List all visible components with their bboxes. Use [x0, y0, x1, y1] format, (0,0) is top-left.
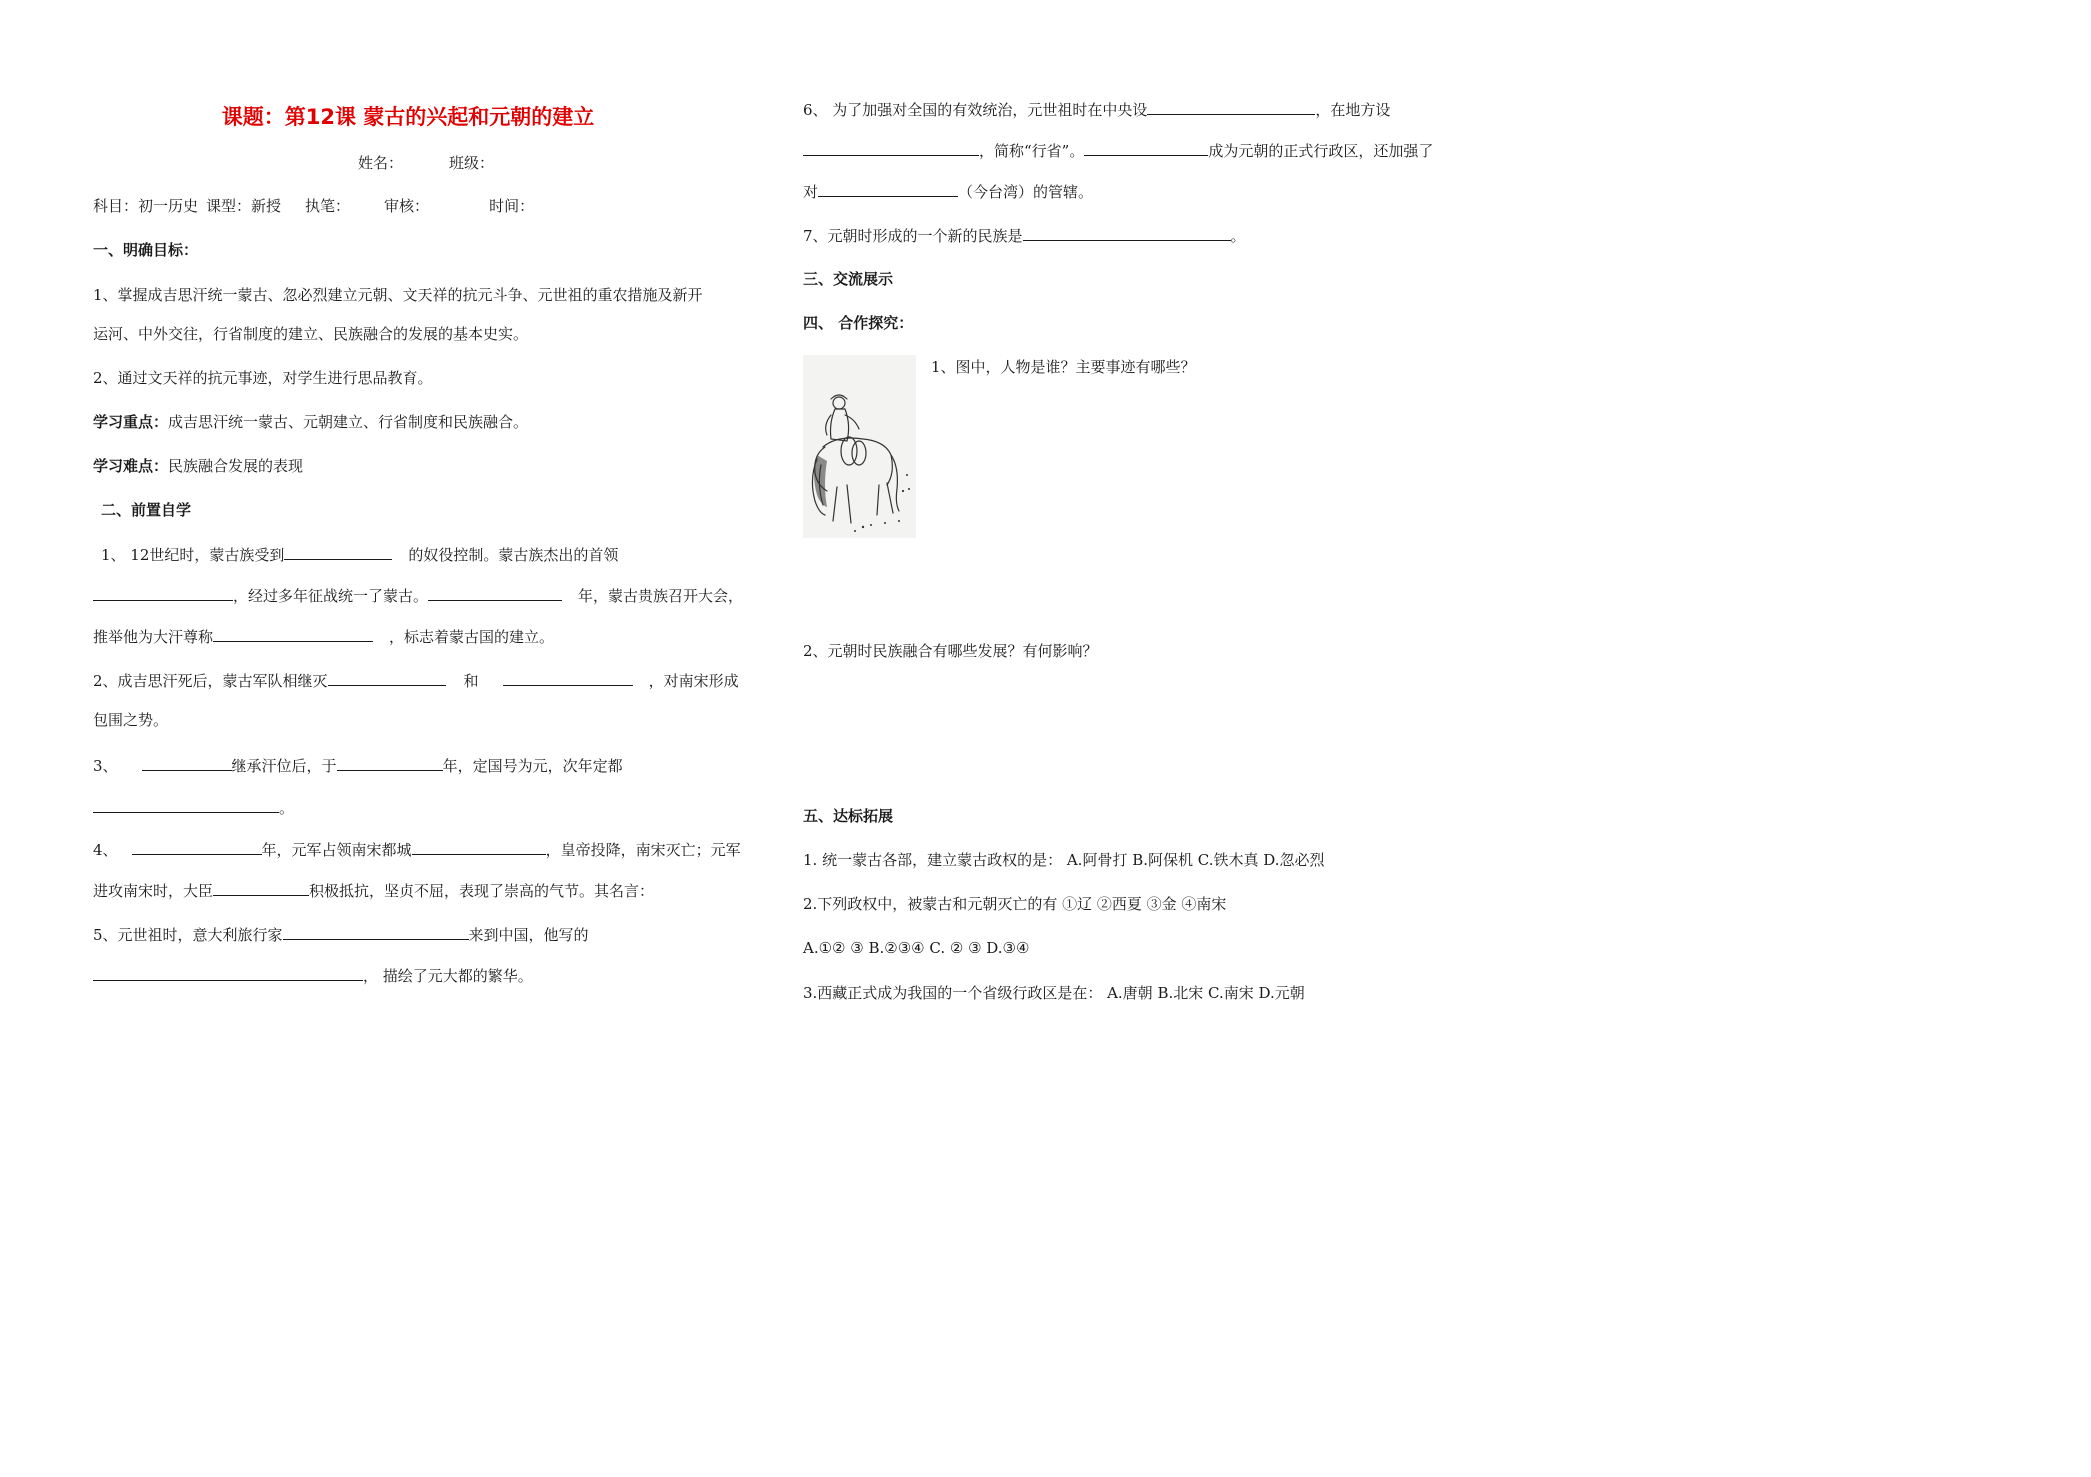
focus-text: 成吉思汗统一蒙古、元朝建立、行省制度和民族融合。	[168, 413, 529, 431]
section-exchange-heading: 三、交流展示	[803, 270, 894, 288]
blank-field[interactable]	[337, 755, 443, 771]
difficulty-text: 民族融合发展的表现	[168, 457, 304, 475]
question-1-line-1: 1、 12世纪时，蒙古族受到 的奴役控制。蒙古族杰出的首领	[101, 546, 619, 564]
goal-1-line-1: 1、掌握成吉思汗统一蒙古、忽必烈建立元朝、文天祥的抗元斗争、元世祖的重农措施及新开	[93, 286, 703, 304]
question-2-line-2: 包围之势。	[93, 711, 169, 729]
page-title: 课题：第12课 蒙古的兴起和元朝的建立	[221, 105, 595, 129]
question-6-line-1: 6、 为了加强对全国的有效统治，元世祖时在中央设 ，在地方设	[803, 101, 1391, 119]
meta-line	[93, 196, 534, 216]
difficulty-label: 学习难点：	[93, 457, 169, 475]
exercise-1: 1. 统一蒙古各部，建立蒙古政权的是： A.阿骨打 B.阿保机 C.铁木真 D.忽必烈	[803, 851, 1325, 869]
horseman-illustration	[803, 355, 916, 538]
question-1-line-2: ，经过多年征战统一了蒙古。 年，蒙古贵族召开大会，	[93, 585, 743, 606]
exercise-3: 3.西藏正式成为我国的一个省级行政区是在： A.唐朝 B.北宋 C.南宋 D.元朝	[803, 984, 1305, 1002]
blank-field[interactable]	[284, 544, 392, 560]
question-4-line-2: 进攻南宋时，大臣 积极抵抗，坚贞不屈，表现了崇高的气节。其名言：	[93, 882, 655, 900]
question-6-line-2: ，简称“行省”。 成为元朝的正式行政区，还加强了	[803, 140, 1433, 161]
question-3-line-1: 3、 继承汗位后，于 年，定国号为元，次年定都	[93, 757, 623, 775]
blank-field[interactable]	[1147, 99, 1315, 115]
explore-question-1: 1、图中，人物是谁？主要事迹有哪些？	[931, 358, 1196, 376]
question-5-line-2: ， 描绘了元大都的繁华。	[93, 965, 533, 986]
exercise-2-options: A.①② ③ B.②③④ C. ② ③ D.③④	[803, 939, 1030, 957]
blank-field[interactable]	[93, 585, 233, 601]
explore-question-2: 2、元朝时民族融合有哪些发展？有何影响？	[803, 642, 1098, 660]
focus-line	[93, 412, 528, 432]
question-3-line-2: 。	[93, 797, 294, 818]
reviewer-label: 审核：	[384, 197, 430, 215]
question-5-line-1: 5、元世祖时，意大利旅行家 来到中国，他写的	[93, 926, 589, 944]
blank-field[interactable]	[412, 839, 546, 855]
blank-field[interactable]	[213, 880, 309, 896]
goal-1-line-2: 运河、中外交往，行省制度的建立、民族融合的发展的基本史实。	[93, 325, 529, 343]
subject-label: 科目：初一历史	[93, 197, 199, 215]
section-preview-heading: 二、前置自学	[101, 501, 192, 519]
question-4-line-1: 4、 年，元军占领南宋都城 ，皇帝投降，南宋灭亡；元军	[93, 841, 741, 859]
blank-field[interactable]	[1084, 140, 1208, 156]
blank-field[interactable]	[142, 755, 232, 771]
exercise-2: 2.下列政权中，被蒙古和元朝灭亡的有 ①辽 ②西夏 ③金 ④南宋	[803, 895, 1227, 913]
section-explore-heading: 四、 合作探究：	[803, 314, 914, 332]
section-extension-heading: 五、达标拓展	[803, 807, 894, 825]
blank-field[interactable]	[428, 585, 562, 601]
section-goals-heading: 一、明确目标：	[93, 241, 199, 259]
focus-label: 学习重点：	[93, 413, 169, 431]
blank-field[interactable]	[1023, 225, 1231, 241]
blank-field[interactable]	[283, 924, 469, 940]
name-label: 姓名：	[358, 154, 404, 172]
author-label: 执笔：	[305, 197, 351, 215]
blank-field[interactable]	[328, 670, 446, 686]
lesson-type-label: 课型：新授	[206, 197, 282, 215]
question-7: 7、元朝时形成的一个新的民族是 。	[803, 227, 1246, 245]
question-6-line-3: 对 （今台湾）的管辖。	[803, 183, 1094, 201]
difficulty-line	[93, 456, 303, 476]
question-1-line-3: 推举他为大汗尊称 ，标志着蒙古国的建立。	[93, 628, 555, 646]
blank-field[interactable]	[213, 626, 373, 642]
blank-field[interactable]	[503, 670, 633, 686]
student-info-line	[358, 153, 494, 173]
blank-field[interactable]	[132, 839, 262, 855]
class-label: 班级：	[449, 154, 495, 172]
blank-field[interactable]	[93, 965, 363, 981]
question-2-line-1: 2、成吉思汗死后，蒙古军队相继灭 和 ，对南宋形成	[93, 672, 739, 690]
blank-field[interactable]	[818, 181, 958, 197]
goal-2: 2、通过文天祥的抗元事迹，对学生进行思品教育。	[93, 369, 433, 387]
blank-field[interactable]	[803, 140, 979, 156]
horseman-sketch-image	[803, 355, 916, 538]
blank-field[interactable]	[93, 797, 279, 813]
time-label: 时间：	[489, 197, 535, 215]
